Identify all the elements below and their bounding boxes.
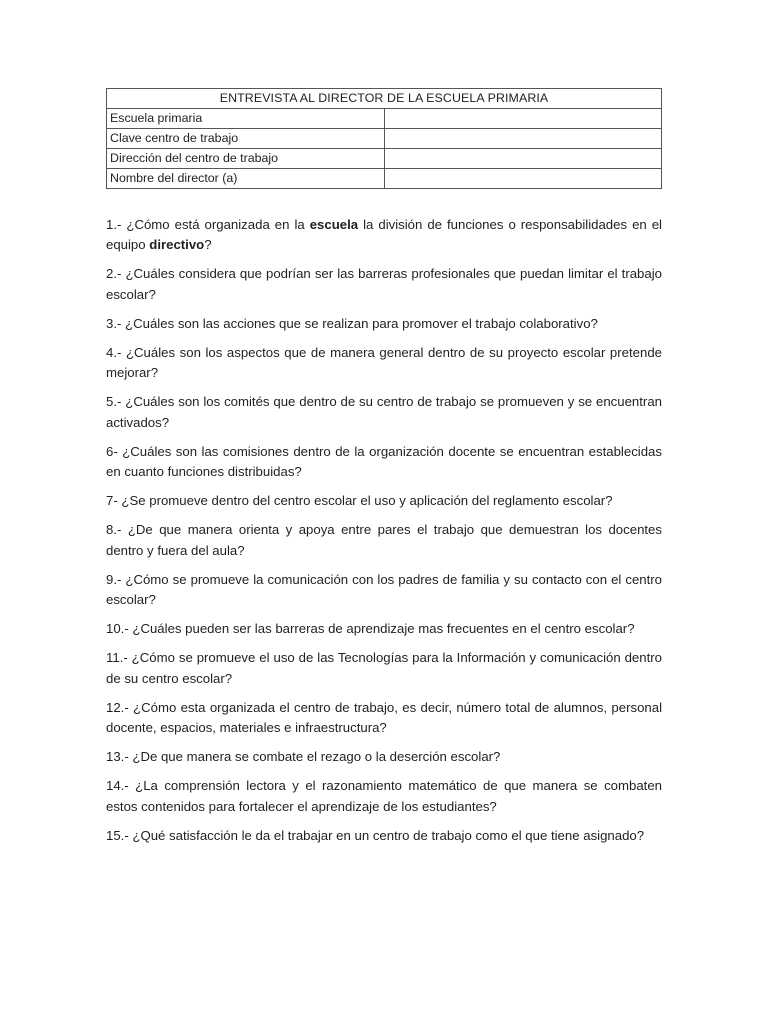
question-item: 8.- ¿De que manera orienta y apoya entre pares el trabajo que demuestran los docentes dentro y fuera del aula? <box>106 522 662 558</box>
document-body <box>106 88 662 846</box>
field-value-escuela-primaria[interactable] <box>384 109 662 129</box>
field-label-nombre-del-director: Nombre del director (a) <box>107 169 385 189</box>
question-item: 13.- ¿De que manera se combate el rezago o la deserción escolar? <box>106 749 501 765</box>
table-row <box>107 109 662 129</box>
question-item: 2.- ¿Cuáles considera que podrían ser las barreras profesionales que puedan limitar el trabajo escolar? <box>106 266 662 302</box>
table-row <box>107 149 662 169</box>
question-item: 1.- ¿Cómo está organizada en la escuela la división de funciones o responsabilidades en el equipo directivo? <box>106 217 662 253</box>
question-item: 7- ¿Se promueve dentro del centro escolar el uso y aplicación del reglamento escolar? <box>106 493 613 509</box>
table-row <box>107 169 662 189</box>
header-table-body <box>107 89 662 189</box>
question-item: 11.- ¿Cómo se promueve el uso de las Tecnologías para la Información y comunicación dentro de su centro escolar? <box>106 650 662 686</box>
question-item: 5.- ¿Cuáles son los comités que dentro de su centro de trabajo se promueven y se encuentran activados? <box>106 394 662 430</box>
table-title: ENTREVISTA AL DIRECTOR DE LA ESCUELA PRIMARIA <box>107 89 662 109</box>
question-item: 12.- ¿Cómo esta organizada el centro de trabajo, es decir, número total de alumnos, personal docente, espacios, materiales e infraestructura? <box>106 699 662 736</box>
question-list <box>106 215 662 846</box>
field-value-nombre-del-director[interactable] <box>384 169 662 189</box>
field-label-direccion-del-centro-de-trabajo: Dirección del centro de trabajo <box>107 149 385 169</box>
question-item: 6- ¿Cuáles son las comisiones dentro de la organización docente se encuentran establecidas en cuanto funciones distribuidas? <box>106 443 662 480</box>
question-item: 15.- ¿Qué satisfacción le da el trabajar en un centro de trabajo como el que tiene asignado? <box>106 827 645 843</box>
question-item: 14.- ¿La comprensión lectora y el razonamiento matemático de que manera se combaten estos contenidos para fortalecer el aprendizaje de los estudiantes? <box>106 778 662 814</box>
question-item: 10.- ¿Cuáles pueden ser las barreras de aprendizaje mas frecuentes en el centro escolar? <box>106 621 635 637</box>
field-value-clave-centro-de-trabajo[interactable] <box>384 129 662 149</box>
field-label-clave-centro-de-trabajo: Clave centro de trabajo <box>107 129 385 149</box>
field-label-escuela-primaria: Escuela primaria <box>107 109 385 129</box>
table-title-row <box>107 89 662 109</box>
question-item: 4.- ¿Cuáles son los aspectos que de manera general dentro de su proyecto escolar pretende mejorar? <box>106 345 662 381</box>
interview-header-table <box>106 88 662 189</box>
field-value-direccion-del-centro-de-trabajo[interactable] <box>384 149 662 169</box>
question-item: 9.- ¿Cómo se promueve la comunicación con los padres de familia y su contacto con el centro escolar? <box>106 571 662 608</box>
table-row <box>107 129 662 149</box>
question-item: 3.- ¿Cuáles son las acciones que se realizan para promover el trabajo colaborativo? <box>106 315 598 331</box>
